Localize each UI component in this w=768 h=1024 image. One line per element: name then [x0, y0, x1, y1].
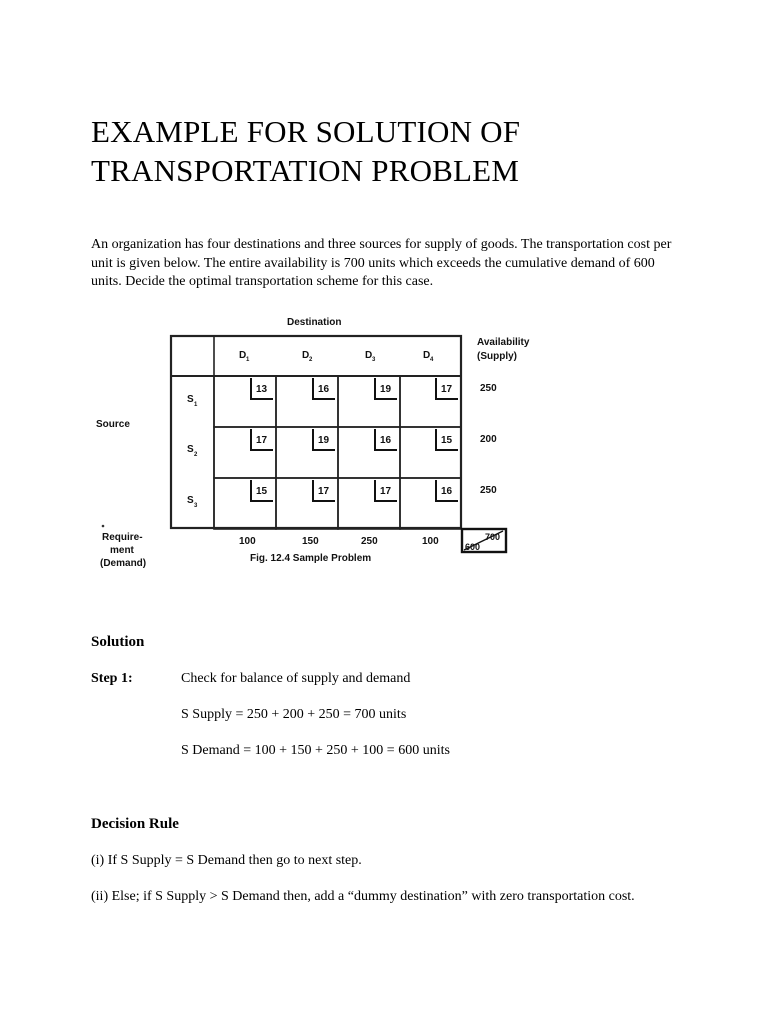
total-demand: 600: [465, 542, 481, 552]
destination-d1-sub: 1: [246, 357, 250, 363]
destination-d4-sub: 4: [430, 357, 434, 363]
source-s2-sub: 2: [194, 452, 198, 458]
demand-d1: 100: [239, 536, 256, 547]
source-s1-sub: 1: [194, 402, 198, 408]
demand-d4: 100: [422, 536, 439, 547]
destination-d2: D: [302, 350, 310, 361]
cost-value: 16: [441, 486, 453, 497]
destination-d2-sub: 2: [309, 357, 313, 363]
demand-d3: 250: [361, 536, 378, 547]
solution-heading: Solution: [91, 634, 145, 650]
scan-dot: [102, 525, 105, 528]
destination-headers: [239, 350, 434, 363]
supply-values: [480, 383, 497, 496]
supply-label: (Supply): [477, 351, 517, 362]
document-title: [91, 112, 691, 190]
decision-rule-heading: Decision Rule: [91, 816, 179, 832]
decision-rule-2: (ii) Else; if S Supply > S Demand then, add a “dummy destination” with zero transportation cost.: [91, 889, 635, 904]
step-1-text: Check for balance of supply and demand: [181, 671, 411, 686]
totals-box: [462, 529, 506, 552]
cost-value: 17: [256, 435, 268, 446]
destination-d3-sub: 3: [372, 357, 376, 363]
source-label: Source: [96, 419, 130, 430]
transportation-figure: [90, 310, 540, 575]
requirement-label-2: ment: [110, 545, 134, 556]
cost-value: 17: [318, 486, 330, 497]
source-s3: S: [187, 495, 194, 506]
supply-s1: 250: [480, 383, 497, 394]
figure-caption: Fig. 12.4 Sample Problem: [250, 553, 372, 564]
decision-rule-1: (i) If S Supply = S Demand then go to next step.: [91, 853, 362, 868]
demand-values: [239, 536, 439, 547]
cost-grid: [214, 376, 461, 529]
cost-value: 19: [318, 435, 330, 446]
problem-statement: An organization has four destinations and three sources for supply of goods. The transportation cost per unit is given below. The entire availability is 700 units which exceeds the cumulative demand of 600 units. Decide the optimal transportation scheme for this case.: [91, 237, 672, 289]
cost-value: 13: [256, 384, 268, 395]
requirement-label-1: Require-: [102, 532, 143, 543]
cost-value: 16: [380, 435, 392, 446]
requirement-label-3: (Demand): [100, 558, 147, 569]
supply-s3: 250: [480, 485, 497, 496]
demand-equation: S Demand = 100 + 150 + 250 + 100 = 600 units: [181, 743, 450, 758]
cost-value: 15: [441, 435, 453, 446]
availability-label: Availability: [477, 337, 530, 348]
cost-value: 17: [441, 384, 453, 395]
destination-d3: D: [365, 350, 373, 361]
supply-equation: S Supply = 250 + 200 + 250 = 700 units: [181, 707, 407, 722]
cost-value: 19: [380, 384, 392, 395]
destination-label: Destination: [287, 317, 342, 328]
cost-value: 17: [380, 486, 392, 497]
title-line-1: EXAMPLE FOR SOLUTION OF: [91, 114, 521, 149]
destination-d4: D: [423, 350, 431, 361]
title-line-2: TRANSPORTATION PROBLEM: [91, 153, 520, 188]
cost-value: 15: [256, 486, 268, 497]
total-supply: 700: [485, 532, 501, 542]
step-1-label: Step 1:: [91, 671, 133, 686]
source-s3-sub: 3: [194, 503, 198, 509]
cost-value: 16: [318, 384, 330, 395]
demand-d2: 150: [302, 536, 319, 547]
supply-s2: 200: [480, 434, 497, 445]
source-headers: [187, 394, 198, 509]
source-s2: S: [187, 444, 194, 455]
destination-d1: D: [239, 350, 247, 361]
source-s1: S: [187, 394, 194, 405]
